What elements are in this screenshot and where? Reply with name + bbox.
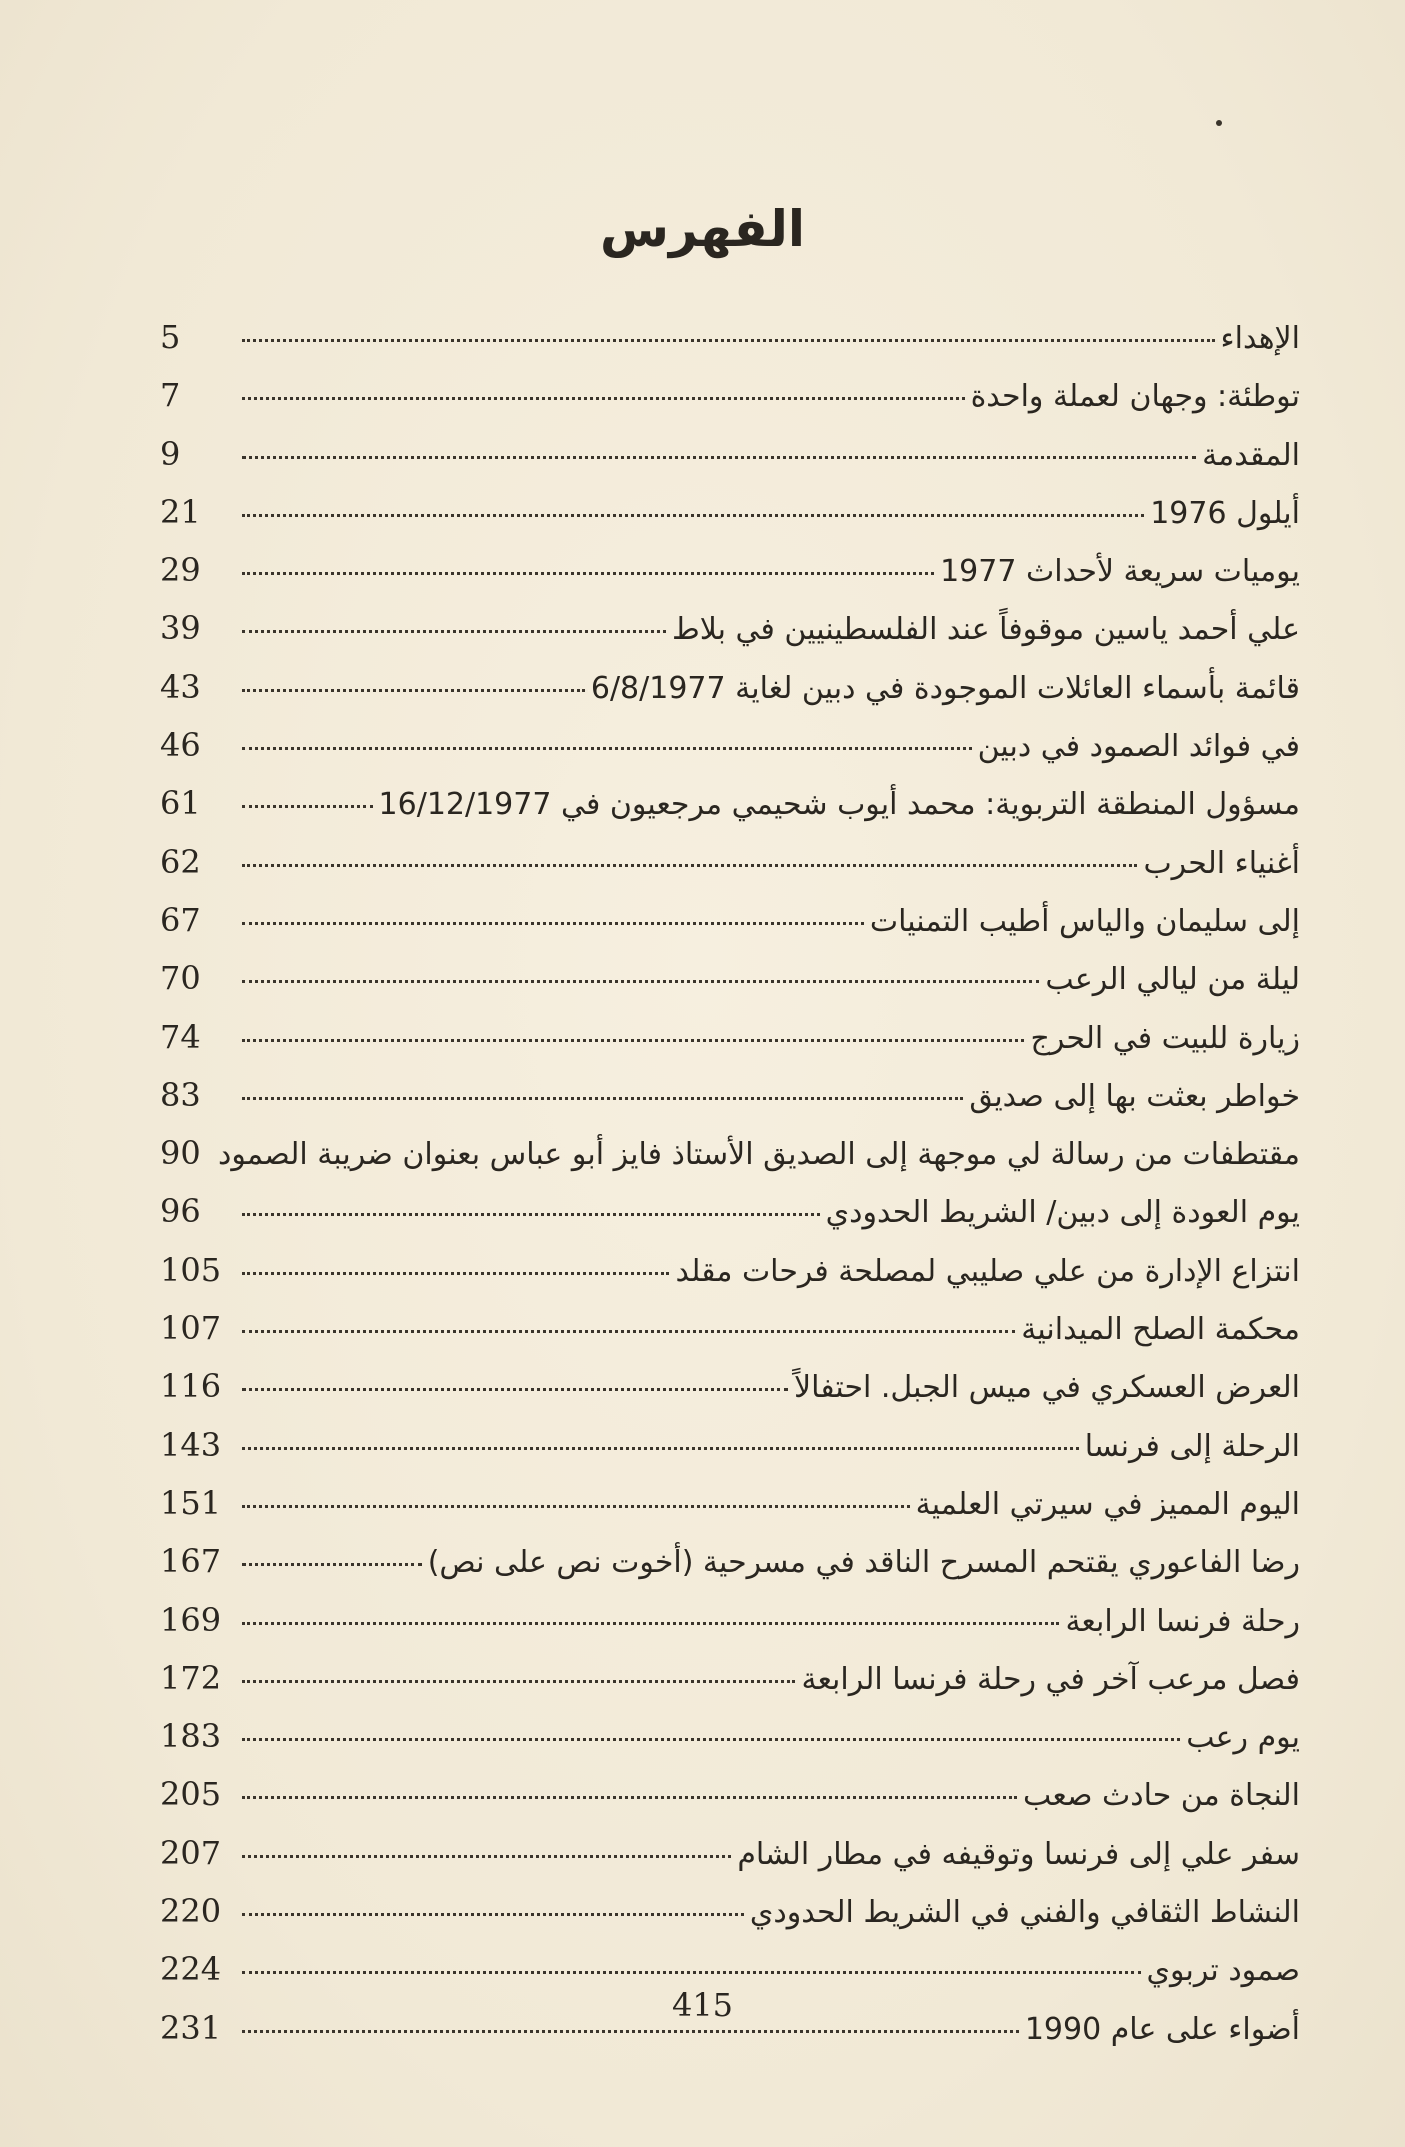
dot-leader <box>242 689 585 692</box>
dot-leader <box>242 922 864 925</box>
toc-entry <box>160 551 1300 609</box>
entry-title: زيارة للبيت في الحرج <box>1030 1020 1300 1056</box>
dot-leader <box>242 864 1137 867</box>
entry-title: إلى سليمان والياس أطيب التمنيات <box>869 903 1300 939</box>
toc-entry <box>160 1426 1300 1484</box>
entry-page-number: 107 <box>160 1309 222 1348</box>
entry-page-number: 151 <box>160 1483 222 1522</box>
toc-heading: الفهرس <box>599 200 805 258</box>
entry-page-number: 67 <box>160 900 201 939</box>
entry-page-number: 83 <box>160 1075 201 1114</box>
entry-page-number: 46 <box>160 726 201 765</box>
toc-entry <box>160 1192 1300 1250</box>
entry-page-number: 39 <box>160 609 201 648</box>
toc-entry <box>160 901 1300 959</box>
dot-leader <box>242 456 1196 459</box>
entry-title: يوم رعب <box>1186 1720 1300 1756</box>
toc-entry <box>160 493 1300 551</box>
entry-page-number: 61 <box>160 784 201 823</box>
dot-leader <box>242 1563 422 1566</box>
entry-title: الإهداء <box>1220 321 1300 356</box>
entry-title: توطئة: وجهان لعملة واحدة <box>970 379 1300 415</box>
toc-entry <box>160 318 1300 376</box>
toc-entry <box>160 1134 1300 1192</box>
entry-title: أضواء على عام 1990 <box>1024 2011 1300 2047</box>
entry-page-number: 5 <box>160 318 181 356</box>
entry-page-number: 143 <box>160 1425 222 1464</box>
dot-leader <box>242 339 1215 342</box>
toc-entry <box>160 726 1300 784</box>
entry-title: العرض العسكري في ميس الجبل. احتفالاً <box>794 1370 1300 1406</box>
toc-entry <box>160 435 1300 493</box>
entry-page-number: 183 <box>160 1717 222 1756</box>
table-of-contents <box>160 318 1300 2067</box>
entry-page-number: 169 <box>160 1600 222 1639</box>
entry-title: في فوائد الصمود في دبين <box>977 729 1300 765</box>
dot-leader <box>242 747 972 750</box>
toc-entry <box>160 609 1300 667</box>
dot-leader <box>242 805 373 808</box>
entry-title: أغنياء الحرب <box>1143 845 1300 881</box>
entry-title: فصل مرعب آخر في رحلة فرنسا الرابعة <box>801 1661 1300 1697</box>
dot-leader <box>242 1971 1141 1974</box>
dot-leader <box>242 1213 820 1216</box>
toc-entry <box>160 1018 1300 1076</box>
entry-page-number: 70 <box>160 959 201 998</box>
toc-entry <box>160 1309 1300 1367</box>
entry-title: الرحلة إلى فرنسا <box>1084 1428 1300 1464</box>
entry-title: يوميات سريعة لأحداث 1977 <box>940 554 1300 590</box>
entry-title: علي أحمد ياسين موقوفاً عند الفلسطينيين في بلاط <box>671 612 1300 648</box>
entry-page-number: 29 <box>160 551 201 590</box>
entry-title: انتزاع الإدارة من علي صليبي لمصلحة فرحات مقلد <box>675 1253 1300 1289</box>
entry-title: قائمة بأسماء العائلات الموجودة في دبين لغاية 6/8/1977 <box>590 670 1300 706</box>
entry-title: أيلول 1976 <box>1150 495 1300 531</box>
entry-page-number: 62 <box>160 842 201 881</box>
page-number: 415 <box>671 1986 734 2024</box>
dot-leader <box>242 2030 1019 2033</box>
dot-leader <box>242 1330 1015 1333</box>
entry-title: ليلة من ليالي الرعب <box>1045 962 1300 998</box>
entry-title: النشاط الثقافي والفني في الشريط الحدودي <box>749 1895 1300 1931</box>
dot-leader <box>242 1622 1059 1625</box>
dot-leader <box>242 572 934 575</box>
entry-page-number: 7 <box>160 376 181 415</box>
entry-title: صمود تربوي <box>1146 1953 1300 1989</box>
entry-page-number: 207 <box>160 1833 222 1872</box>
toc-entry <box>160 959 1300 1017</box>
toc-entry <box>160 784 1300 842</box>
entry-title: خواطر بعثت بها إلى صديق <box>969 1078 1300 1114</box>
dot-leader <box>242 1913 744 1916</box>
entry-page-number: 96 <box>160 1192 201 1231</box>
entry-page-number: 224 <box>160 1950 222 1989</box>
entry-page-number: 21 <box>160 492 201 531</box>
dot-leader <box>242 1272 669 1275</box>
entry-title: المقدمة <box>1202 437 1300 473</box>
entry-title: اليوم المميز في سيرتي العلمية <box>915 1486 1300 1522</box>
dot-leader <box>242 1738 1180 1741</box>
entry-title: مقتطفات من رسالة لي موجهة إلى الصديق الأستاذ فايز أبو عباس بعنوان ضريبة الصمود <box>218 1137 1300 1173</box>
dot-leader <box>242 514 1144 517</box>
toc-entry <box>160 1659 1300 1717</box>
toc-entry <box>160 1892 1300 1950</box>
entry-page-number: 205 <box>160 1775 222 1814</box>
toc-entry <box>160 1076 1300 1134</box>
entry-title: سفر علي إلى فرنسا وتوقيفه في مطار الشام <box>737 1836 1300 1872</box>
dot-leader <box>242 1505 910 1508</box>
dot-leader <box>242 1039 1024 1042</box>
toc-entry <box>160 843 1300 901</box>
toc-entry <box>160 1367 1300 1425</box>
entry-page-number: 231 <box>160 2008 222 2047</box>
toc-entry <box>160 1484 1300 1542</box>
toc-entry <box>160 1542 1300 1600</box>
dot-leader <box>242 1388 788 1391</box>
entry-page-number: 43 <box>160 667 201 706</box>
dot-leader <box>242 1097 963 1100</box>
dot-leader <box>242 397 965 400</box>
entry-title: رضا الفاعوري يقتحم المسرح الناقد في مسرحية (أخوت نص على نص) <box>427 1545 1300 1581</box>
entry-page-number: 9 <box>160 434 181 473</box>
toc-entry <box>160 1775 1300 1833</box>
toc-entry <box>160 1601 1300 1659</box>
entry-title: مسؤول المنطقة التربوية: محمد أيوب شحيمي مرجعيون في 16/12/1977 <box>378 787 1300 823</box>
entry-page-number: 220 <box>160 1892 222 1931</box>
entry-page-number: 167 <box>160 1542 222 1581</box>
dot-leader <box>242 1796 1017 1799</box>
ink-speck <box>1216 120 1222 126</box>
toc-entry <box>160 1251 1300 1309</box>
toc-entry <box>160 376 1300 434</box>
entry-page-number: 105 <box>160 1250 222 1289</box>
toc-entry <box>160 668 1300 726</box>
entry-page-number: 90 <box>160 1134 201 1173</box>
toc-entry <box>160 1834 1300 1892</box>
entry-title: النجاة من حادث صعب <box>1023 1778 1300 1814</box>
toc-entry <box>160 1717 1300 1775</box>
dot-leader <box>242 1680 795 1683</box>
dot-leader <box>242 1447 1079 1450</box>
entry-title: رحلة فرنسا الرابعة <box>1065 1603 1300 1639</box>
dot-leader <box>242 630 666 633</box>
dot-leader <box>242 980 1039 983</box>
entry-title: يوم العودة إلى دبين/ الشريط الحدودي <box>825 1195 1300 1231</box>
dot-leader <box>242 1855 731 1858</box>
entry-page-number: 116 <box>160 1367 222 1406</box>
entry-title: محكمة الصلح الميدانية <box>1021 1312 1300 1348</box>
entry-page-number: 172 <box>160 1658 222 1697</box>
entry-page-number: 74 <box>160 1017 201 1056</box>
